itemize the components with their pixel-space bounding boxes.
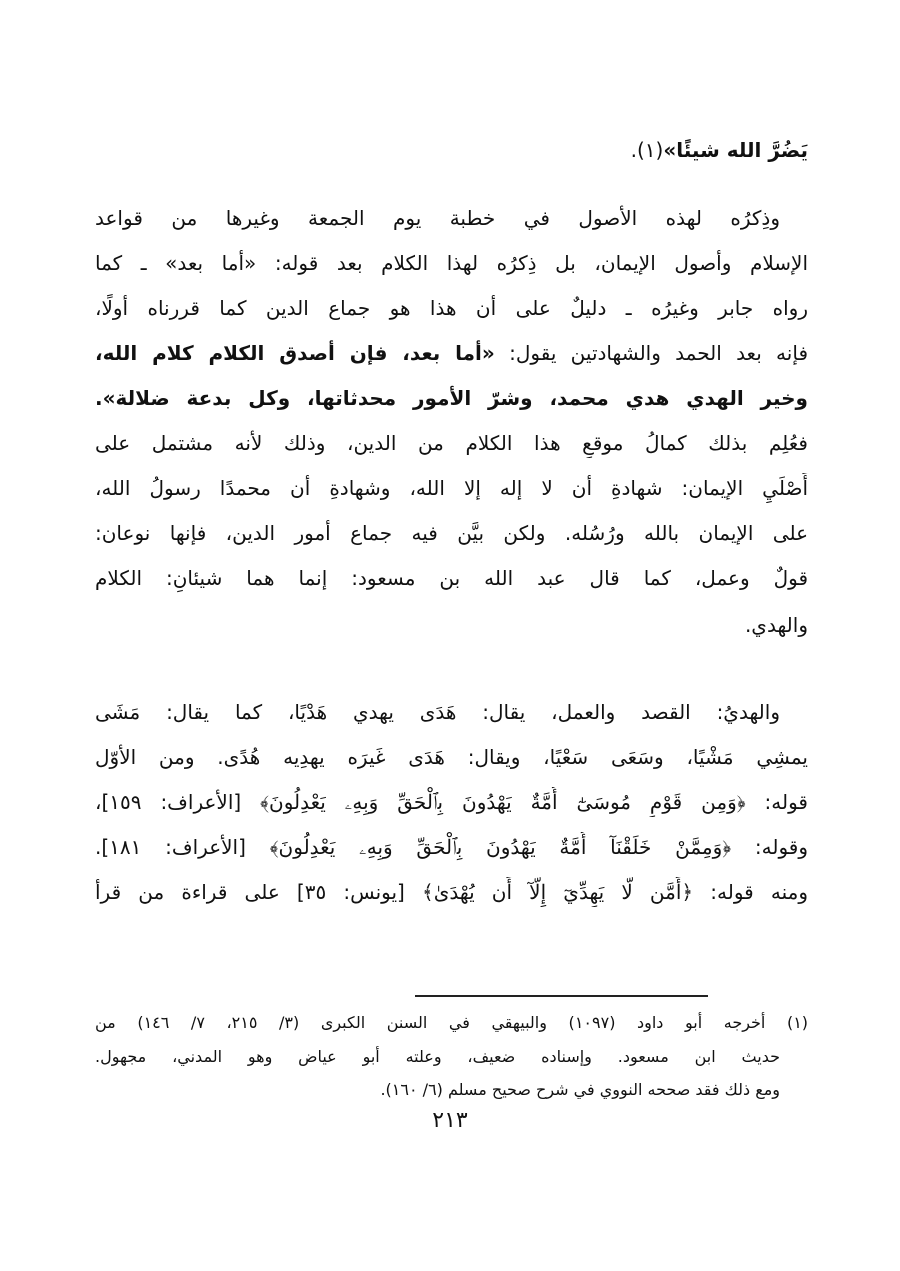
text-segment: يمشِي مَشْيًا، وسَعَى سَعْيًا، ويقال: هَدَى غَيرَه يهدِيه هُدًى. ومن الأوّل (95, 745, 808, 769)
text-line (95, 518, 808, 548)
text-segment: وقوله: (731, 835, 808, 859)
bold-text: «أما بعد، فإن أصدق الكلام كلام الله، (95, 341, 495, 365)
text-line (95, 473, 808, 503)
text-segment: [الأعراف: ١٨١]. (95, 835, 270, 859)
footnote-line: (١) أخرجه أبو داود (١٠٩٧) والبيهقي في السنن الكبرى (٣/ ٢١٥، ٧/ ١٤٦) من (95, 1013, 808, 1032)
text-line (95, 832, 808, 862)
text-segment: فإنه بعد الحمد والشهادتين يقول: (494, 341, 808, 365)
footnote-line: ومع ذلك فقد صححه النووي في شرح صحيح مسلم (٦/ ١٦٠). (380, 1080, 780, 1099)
text-line (95, 697, 808, 727)
footnote-line: حديث ابن مسعود. وإسناده ضعيف، وعلته أبو عياض وهو المدني، مجهول. (95, 1047, 780, 1066)
text-segment: على الإيمان بالله ورُسُله. ولكن بيَّن فيه جماع أمور الدين، فإنها نوعان: (95, 521, 808, 545)
text-segment: قوله: (745, 790, 808, 814)
text-segment: قولٌ وعمل، كما قال عبد الله بن مسعود: إنما هما شيئانِ: الكلام (95, 566, 808, 590)
text-segment: فعُلِم بذلك كمالُ موقعِ هذا الكلام من الدين، وذلك لأنه مشتمل على (95, 431, 808, 455)
text-line (95, 135, 808, 165)
bold-text: يَضُرَّ الله شيئًا» (663, 138, 808, 162)
quran-verse: ﴿وَمِن قَوْمِ مُوسَىٰٓ أُمَّةٌ يَهْدُونَ بِٱلْحَقِّ وَبِهِۦ يَعْدِلُونَ﴾ (260, 790, 746, 814)
footnote-separator (415, 995, 708, 997)
text-line (95, 877, 808, 907)
text-segment: والهدي. (744, 613, 808, 637)
text-line (95, 383, 808, 413)
text-line (95, 293, 808, 323)
text-segment: (١). (630, 138, 664, 162)
text-segment: الإسلام وأصول الإيمان، بل ذِكرُه لهذا الكلام بعد قوله: «أما بعد» ـ كما (95, 251, 808, 275)
text-segment: أَصْلَيِ الإيمان: شهادةِ أن لا إله إلا الله، وشهادةِ أن محمدًا رسولُ الله، (95, 476, 808, 500)
bold-text: وخير الهدي هدي محمد، وشرّ الأمور محدثاتها، وكل بدعة ضلالة». (95, 386, 808, 410)
text-line (95, 248, 808, 278)
text-segment: رواه جابر وغيرُه ـ دليلٌ على أن هذا هو جماع الدين كما قررناه أولًا، (95, 296, 808, 320)
text-line (95, 610, 808, 640)
text-line (95, 742, 808, 772)
text-line (95, 338, 808, 368)
text-segment: وذِكرُه لهذه الأصول في خطبة يوم الجمعة وغيرها من قواعد (95, 206, 780, 230)
text-line (95, 787, 808, 817)
quran-verse: ﴿وَمِمَّنْ خَلَقْنَآ أُمَّةٌ يَهْدُونَ بِٱلْحَقِّ وَبِهِۦ يَعْدِلُونَ﴾ (269, 835, 732, 859)
text-line (95, 428, 808, 458)
text-segment: ومنه قوله: (693, 880, 808, 904)
quran-verse: ﴿أَمَّن لَّا يَهِدِّيٓ إِلَّآ أَن يُهْدَىٰ﴾ (422, 880, 694, 904)
page-number: ٢١٣ (432, 1108, 468, 1133)
text-segment: [يونس: ٣٥] على قراءة من قرأ (95, 880, 422, 904)
text-line (95, 203, 808, 233)
text-segment: [الأعراف: ١٥٩]، (95, 790, 261, 814)
text-line (95, 563, 808, 593)
text-segment: والهديُ: القصد والعمل، يقال: هَدَى يهدي هَدْيًا، كما يقال: مَشَى (95, 700, 780, 724)
